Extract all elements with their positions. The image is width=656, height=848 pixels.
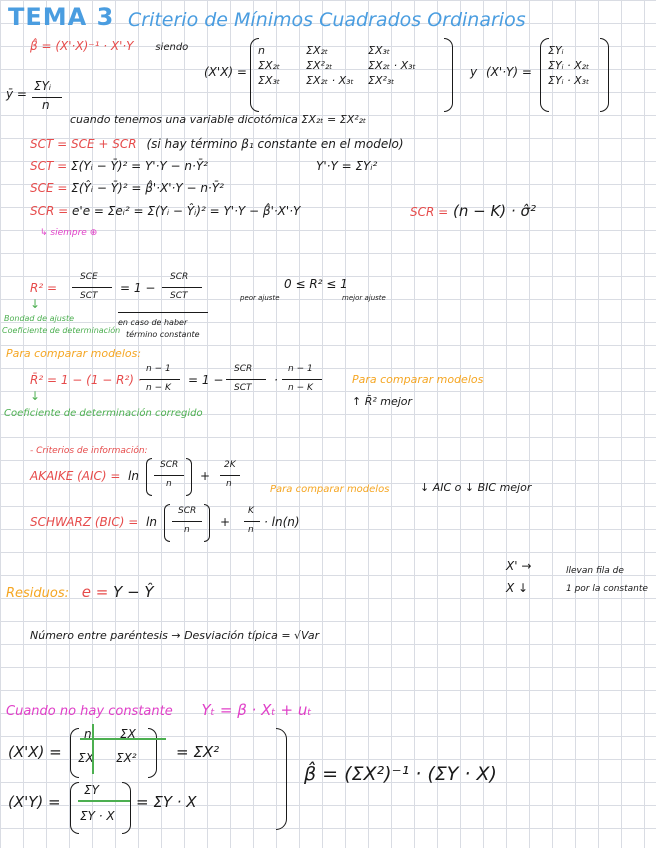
r2-peor: peor ajuste — [240, 294, 280, 302]
xy2-lparen — [70, 782, 79, 834]
sin-constante-pink: Cuando no hay constante — [6, 704, 173, 719]
comparar-label: Para comparar modelos: — [6, 347, 142, 360]
r2-bracket-line — [118, 312, 208, 313]
xx2-rparen — [148, 728, 157, 778]
r2-num2: SCR — [170, 272, 189, 282]
comparar-right-black: ↑ R̄² mejor — [352, 395, 413, 408]
comparar-right-orange: Para comparar modelos — [352, 373, 484, 386]
tema-title: TEMA 3 — [8, 3, 115, 31]
xy-cell: ΣYᵢ · X₂ₜ — [548, 59, 590, 72]
rbar-dot: · — [274, 373, 278, 387]
r2-range: 0 ≤ R² ≤ 1 — [284, 277, 348, 291]
sct-line — [30, 160, 208, 174]
xy2-label: (X'Y) = — [8, 793, 61, 811]
residuos-orange: Residuos: — [6, 586, 70, 601]
schwarz-den: n — [184, 525, 190, 535]
rbar-lhs: R̄² = 1 − (1 − R²) · — [30, 373, 142, 387]
sct-black: Σ(Yᵢ − Ȳ)² = Y'·Y − n·Ȳ² — [71, 159, 208, 173]
r2-caso1: en caso de haber — [118, 318, 188, 327]
rbar-n2: SCR — [234, 364, 253, 374]
sin-constante-line — [6, 702, 312, 720]
rbar-eq: = 1 − — [188, 373, 224, 387]
xy-matrix-label: (X'·Y) = — [486, 65, 532, 79]
yy-identity: Y'·Y = ΣYᵢ² — [316, 159, 378, 173]
r2-coef: Coeficiente de determinación — [2, 326, 121, 335]
residuos-red: e = — [81, 583, 109, 601]
xx-cell: ΣX₃ₜ — [258, 74, 281, 87]
xy-y-connector: y — [470, 65, 478, 79]
r2-mid: = 1 − — [120, 281, 156, 295]
akaike-red: AKAIKE (AIC) = — [30, 469, 121, 483]
xx-cell: ΣX₂ₜ · X₃ₜ — [306, 74, 354, 87]
akaike-num2: 2K — [224, 460, 236, 470]
ybar-num: ΣYᵢ — [34, 79, 52, 93]
xy-matrix-right-paren — [600, 38, 609, 112]
xy-cell: ΣYᵢ — [548, 44, 564, 57]
schwarz-rparen — [204, 504, 210, 542]
r2-bar2 — [162, 287, 202, 288]
sct-sce-scr-red: SCT = SCE + SCR — [30, 137, 137, 151]
siempre-note: ↳ siempre ⊕ — [40, 228, 98, 238]
akaike-den2: n — [226, 479, 232, 489]
xy2-rparen — [122, 782, 131, 834]
xx-matrix-label: (X'X) = — [204, 65, 247, 79]
schwarz-plus: + — [220, 515, 231, 529]
r2-caso2: término constante — [126, 330, 200, 339]
sce-red: SCE = — [30, 181, 68, 195]
r2-den2: SCT — [170, 291, 188, 301]
xx-matrix — [258, 44, 430, 87]
r2-bondad: Bondad de ajuste — [4, 314, 75, 323]
xx-cell: ΣX₂ₜ · X₃ₜ — [368, 59, 416, 72]
xx2-label: (X'X) = — [8, 743, 62, 761]
akaike-plus: + — [200, 469, 211, 483]
r2-bar1 — [72, 287, 112, 288]
transpose-r2: X ↓ — [506, 581, 529, 595]
akaike-rparen — [186, 458, 192, 496]
aic-bic-black: ↓ AIC o ↓ BIC mejor — [420, 481, 532, 494]
r2-den1: SCT — [80, 291, 98, 301]
xx-cell: ΣX²₂ₜ — [306, 59, 333, 72]
ybar-den: n — [42, 98, 50, 112]
parentesis-note: Número entre paréntesis → Desviación típica = √Var — [30, 629, 320, 642]
r2-mejor: mejor ajuste — [342, 294, 386, 302]
akaike-bar — [154, 475, 184, 476]
scr2-line — [410, 203, 536, 220]
akaike-den: n — [166, 479, 172, 489]
sce-line — [30, 182, 224, 196]
xx2-r1a: n — [84, 727, 92, 741]
r2-lhs: R² = — [30, 281, 58, 295]
rbar-d2: SCT — [234, 383, 252, 393]
scr-black: e'e = Σeᵢ² = Σ(Yᵢ − Ŷᵢ)² = Y'·Y − β̂'·X'·Y — [72, 204, 301, 218]
schwarz-ln: ln — [146, 515, 157, 529]
scr2-black: (n − K) · σ̂² — [452, 202, 536, 220]
beta-siendo: siendo — [155, 42, 189, 53]
corregido-arrow: ↓ — [30, 389, 41, 403]
xx2-cross-h — [80, 738, 166, 740]
xy2-r1: ΣY — [84, 783, 99, 797]
r2-num1: SCE — [80, 272, 98, 282]
transpose-note1: llevan fila de — [566, 566, 624, 576]
schwarz-num2: K — [248, 506, 254, 516]
sin-constante-model: Yₜ = β · Xₜ + uₜ — [201, 701, 312, 719]
xx-cell: ΣX²₃ₜ — [368, 74, 395, 87]
residuos-black: Y − Ŷ — [113, 583, 154, 601]
dicotomica-note: cuando tenemos una variable dicotómica ΣX₂ₜ = ΣX²₂ₜ — [70, 113, 367, 126]
xx-matrix-right-paren — [444, 38, 453, 112]
schwarz-tail: · ln(n) — [264, 515, 300, 529]
scr-line — [30, 205, 300, 219]
sce-black: Σ(Ŷᵢ − Ȳ)² = β̂'·X'·Y − n·Ȳ² — [71, 181, 224, 195]
schwarz-lparen — [164, 504, 170, 542]
rbar-d1: n − K — [146, 383, 171, 393]
xx2-result: = ΣX² — [176, 743, 220, 761]
akaike-bar2 — [220, 475, 240, 476]
sct-red: SCT = — [30, 159, 68, 173]
residuos-line — [6, 584, 154, 602]
criterios-label: - Criterios de información: — [30, 446, 148, 456]
xx-cell: ΣX₃ₜ — [368, 44, 391, 57]
rbar-bar1 — [140, 379, 180, 380]
xy2-cross — [78, 800, 130, 802]
akaike-lparen — [146, 458, 152, 496]
xx-cell: n — [258, 44, 265, 57]
sct-sce-scr — [30, 138, 404, 152]
xy2-r2: ΣY · X — [80, 809, 115, 823]
beta2-formula: β̂ = (ΣX²)⁻¹ · (ΣY · X) — [304, 763, 497, 785]
xx-cell: ΣX₂ₜ — [258, 59, 281, 72]
beta-formula — [30, 40, 188, 54]
xx2-r1b: ΣX — [120, 727, 136, 741]
schwarz-bar2 — [244, 521, 260, 522]
akaike-num: SCR — [160, 460, 179, 470]
schwarz-bar — [172, 521, 202, 522]
xy-cell: ΣYᵢ · X₃ₜ — [548, 74, 590, 87]
corregido-text: Coeficiente de determinación corregido — [4, 408, 203, 419]
schwarz-num: SCR — [178, 506, 197, 516]
rbar-bar3 — [282, 379, 322, 380]
xy2-result: = ΣY · X — [136, 793, 197, 811]
ybar-lhs: ȳ = — [6, 87, 27, 101]
r2-arrow: ↓ — [30, 297, 41, 311]
schwarz-red: SCHWARZ (BIC) = — [30, 515, 139, 529]
sct-sce-scr-note: (si hay término β₁ constante en el modelo) — [146, 137, 404, 151]
system-bracket — [276, 728, 287, 830]
scr-red: SCR = — [30, 204, 69, 218]
tema-subtitle: Criterio de Mínimos Cuadrados Ordinarios — [128, 9, 526, 31]
beta-formula-lhs: β̂ = (X'·X)⁻¹ · X'·Y — [30, 39, 134, 53]
rbar-bar2 — [226, 379, 266, 380]
akaike-ln: ln — [128, 469, 139, 483]
xx-cell: ΣX₂ₜ — [306, 44, 329, 57]
xx2-cross-v — [92, 724, 94, 774]
transpose-r1: X' → — [506, 559, 532, 573]
scr2-red: SCR = — [410, 205, 449, 219]
schwarz-den2: n — [248, 525, 254, 535]
rbar-n1: n − 1 — [146, 364, 171, 374]
rbar-d3: n − K — [288, 383, 313, 393]
rbar-n3: n − 1 — [288, 364, 313, 374]
transpose-note2: 1 por la constante — [566, 584, 648, 594]
xx2-r2b: ΣX² — [116, 751, 137, 765]
xx2-r2a: ΣX — [78, 751, 94, 765]
aic-bic-orange: Para comparar modelos — [270, 484, 390, 495]
